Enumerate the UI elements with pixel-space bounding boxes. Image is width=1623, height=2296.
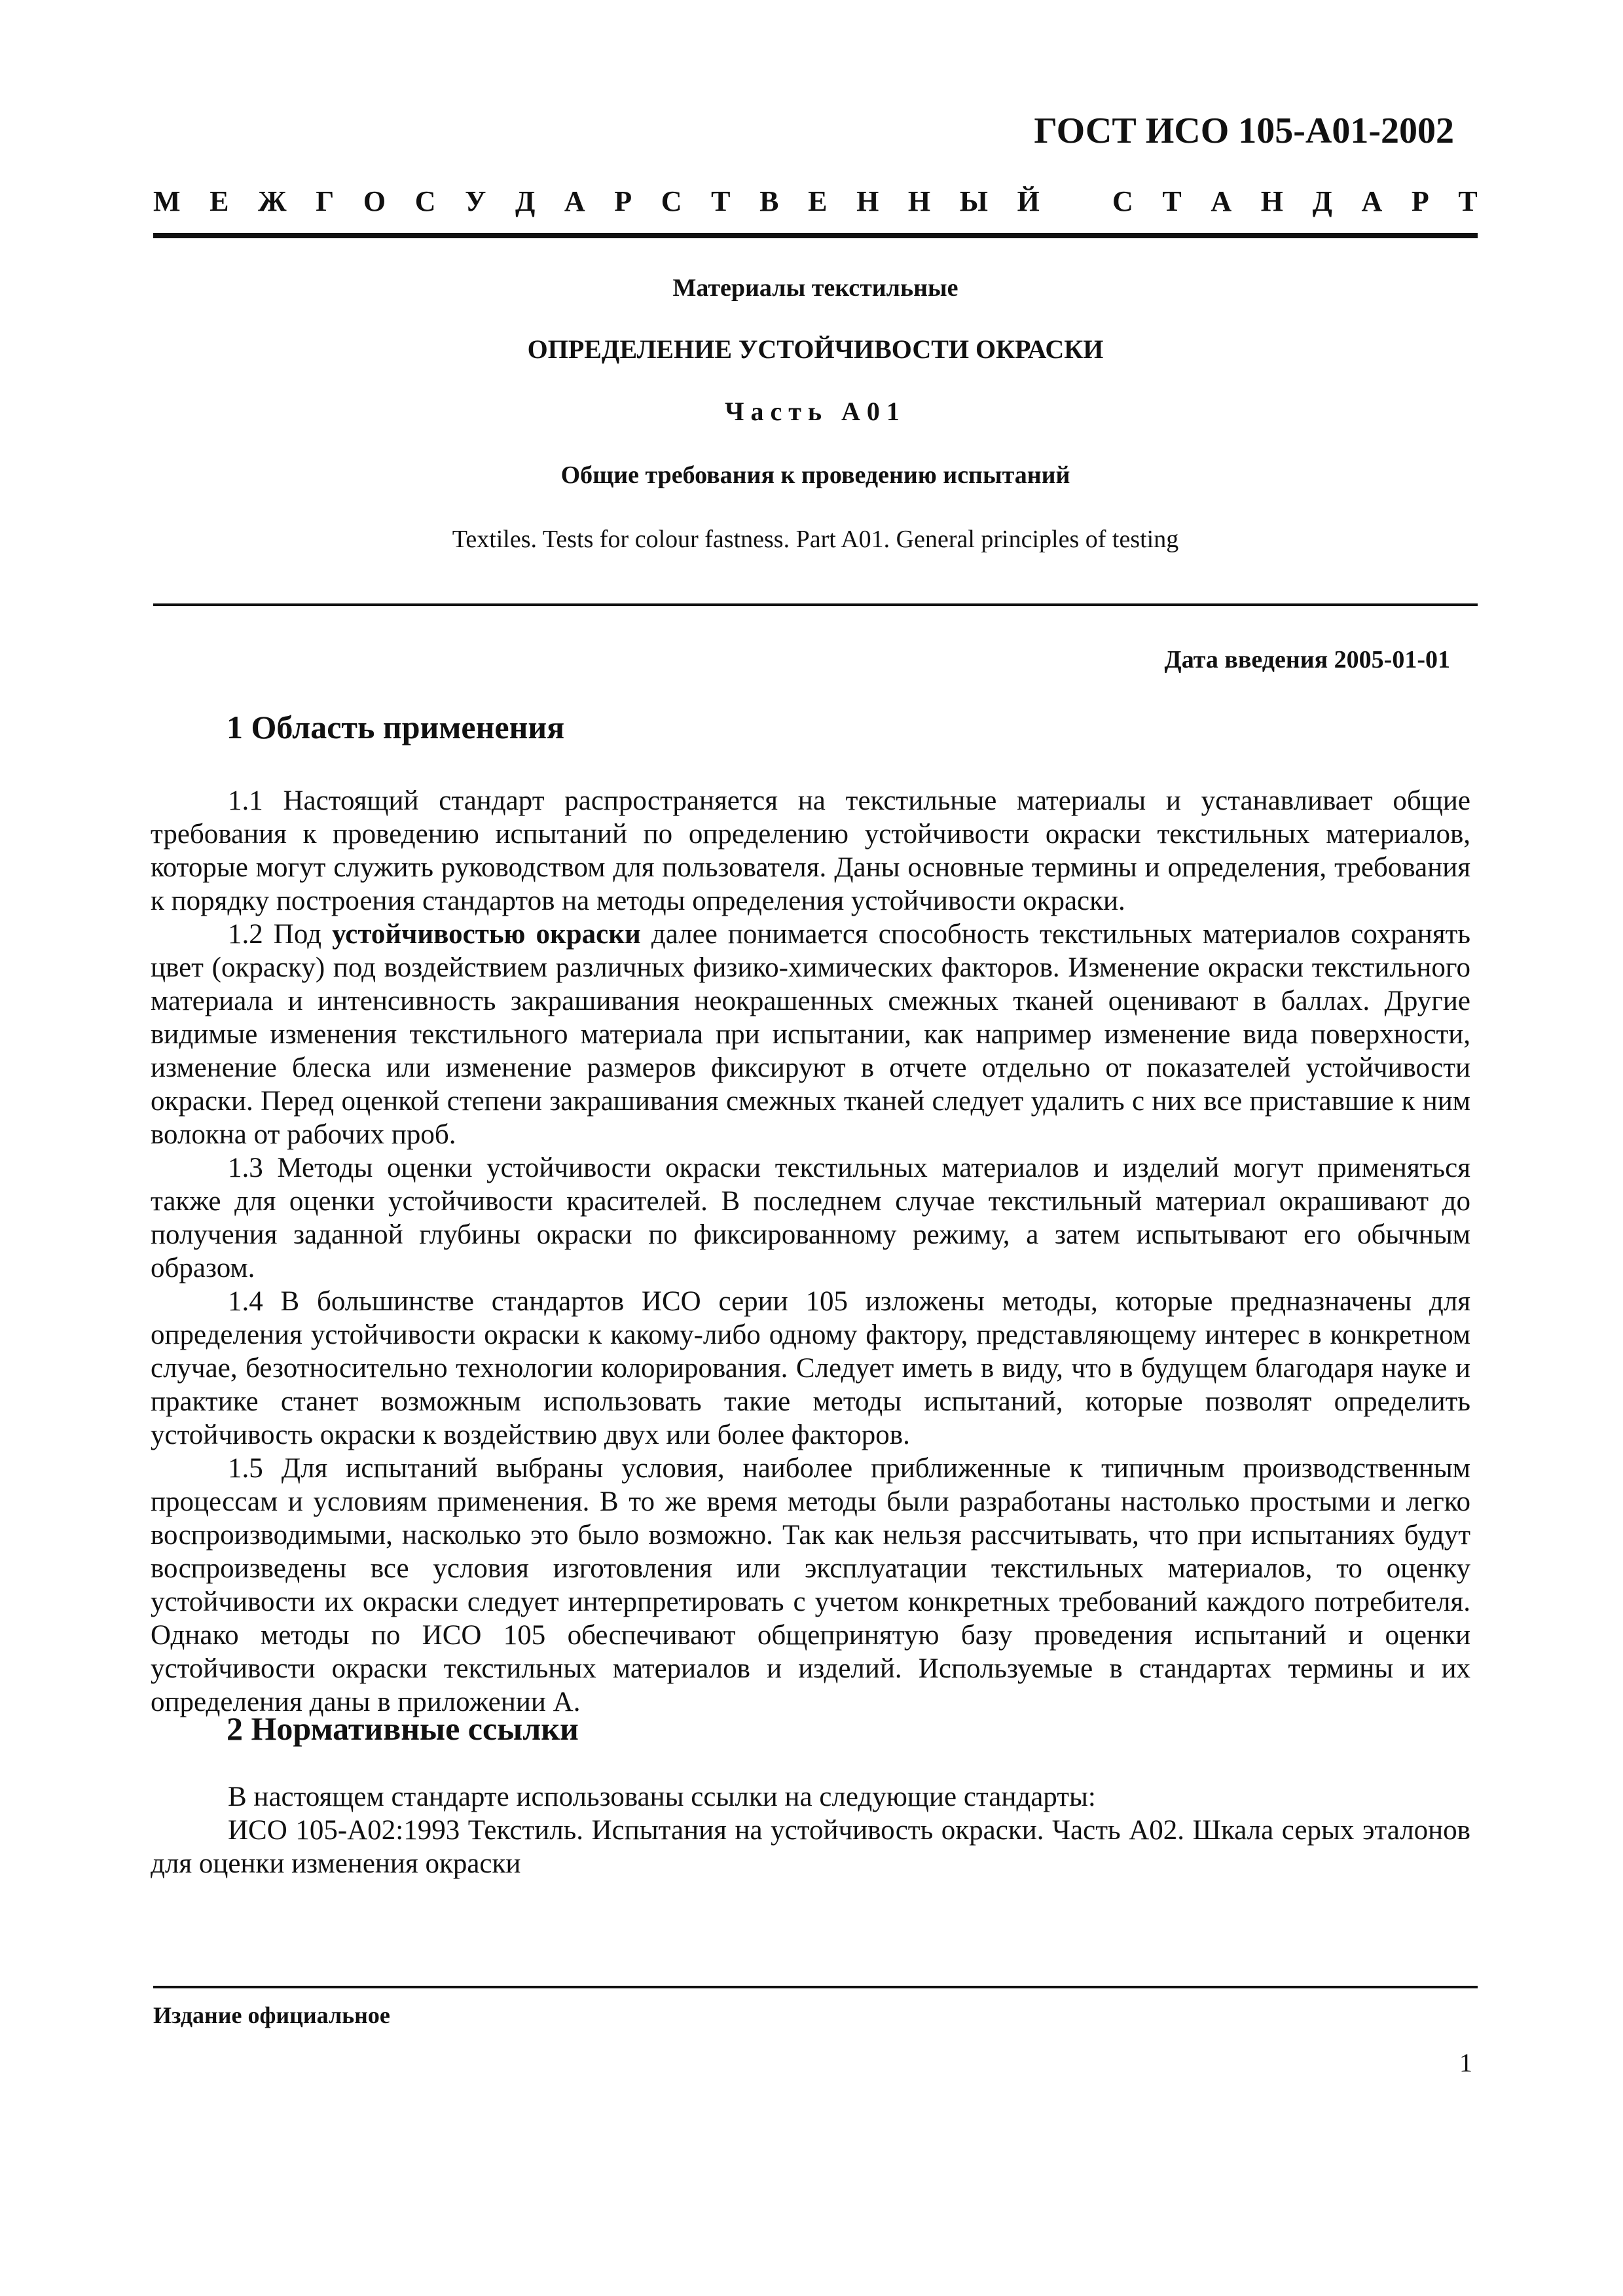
reference-iso-105-a02: ИСО 105-А02:1993 Текстиль. Испытания на устойчивость окраски. Часть А02. Шкала серых эталонов для оценки изменения окраски [151, 1815, 1470, 1879]
banner-letter: Д [1312, 185, 1332, 217]
page-number: 1 [1459, 2048, 1472, 2077]
paragraph-1-5: 1.5 Для испытаний выбраны условия, наиболее приближенные к типичным производственным процессам и условиям применения. В то же время методы были разработаны настолько простыми и легко воспроизводимыми, насколько это было возможно. Так как нельзя рассчитывать, что при испытаниях будут воспроизведены все условия изготовления или эксплуатации текстильных материалов, то оценку устойчивости их окраски следует интерпретировать с учетом конкретных требований каждого потребителя. Однако методы по ИСО 105 обеспечивают общепринятую базу проведения испытаний и оценки устойчивости окраски текстильных материалов и изделий. Используемые в стандартах термины и их определения даны в приложении А. [151, 1453, 1470, 1717]
title-part: Часть А01 [725, 397, 906, 426]
banner-letter: Н [856, 185, 879, 217]
banner-letter: С [1112, 185, 1133, 217]
banner-word-gap [1068, 185, 1083, 218]
section-1-heading: 1 Область применения [227, 709, 565, 745]
title-divider [153, 603, 1478, 606]
paragraph-1-2 [151, 918, 1470, 1151]
banner-letter: А [1361, 185, 1383, 217]
introduction-date: Дата введения 2005-01-01 [1164, 646, 1450, 673]
banner-letter: О [363, 185, 386, 217]
banner-letter: Г [316, 185, 335, 217]
title-subtitle: Общие требования к проведению испытаний [560, 461, 1070, 489]
banner-letter: У [465, 185, 486, 217]
interstate-standard-banner [153, 185, 1478, 218]
banner-letter: Д [515, 185, 536, 217]
banner-letter: А [564, 185, 585, 217]
banner-letter: М [153, 185, 181, 217]
banner-letter: С [414, 185, 436, 217]
banner-letter: Р [1411, 185, 1429, 217]
banner-letter: Е [808, 185, 828, 217]
section-1-body [151, 784, 1470, 1719]
banner-letter: Ы [959, 185, 988, 217]
paragraph-1-4: 1.4 В большинстве стандартов ИСО серии 105 изложены методы, которые предназначены для определения устойчивости окраски к какому-либо одному фактору, представляющему интерес в конкретном случае, безотносительно технологии колорирования. Следует иметь в виду, что в будущем благодаря науке и практике станет возможным использовать такие методы испытаний, которые позволят определить устойчивость окраски к воздействию двух или более факторов. [151, 1286, 1470, 1450]
gost-document-id: ГОСТ ИСО 105-А01-2002 [1034, 111, 1454, 151]
section-2-heading: 2 Нормативные ссылки [227, 1710, 579, 1747]
banner-letter: В [759, 185, 779, 217]
footer-divider [153, 1986, 1478, 1988]
banner-letter: Р [614, 185, 632, 217]
banner-letter: Т [711, 185, 731, 217]
banner-letter: Н [907, 185, 931, 217]
paragraph-1-1: 1.1 Настоящий стандарт распространяется на текстильные материалы и устанавливает общие требования к проведению испытаний по определению устойчивости окраски текстильных материалов, которые могут служить руководством для пользователя. Даны основные термины и определения, требования к порядку построения стандартов на методы определения устойчивости окраски. [151, 785, 1470, 916]
banner-letter: А [1211, 185, 1232, 217]
banner-letter: Т [1162, 185, 1182, 217]
title-english: Textiles. Tests for colour fastness. Part A01. General principles of testing [452, 526, 1179, 553]
banner-letter: Ж [258, 185, 287, 217]
title-category: Материалы текстильные [672, 274, 958, 302]
banner-letter: Й [1017, 185, 1040, 217]
paragraph-1-3: 1.3 Методы оценки устойчивости окраски текстильных материалов и изделий могут применяться также для оценки устойчивости красителей. В последнем случае текстильный материал окрашивают до получения заданной глубины окраски по фиксированному режиму, а затем испытывают его обычным образом. [151, 1153, 1470, 1283]
title-main: ОПРЕДЕЛЕНИЕ УСТОЙЧИВОСТИ ОКРАСКИ [527, 334, 1104, 364]
paragraph-1-2-rest: далее понимается способность текстильных материалов сохранять цвет (окраску) под воздействием различных физико-химических факторов. Изменение окраски текстильного материала и интенсивность закрашивания неокрашенных смежных тканей оценивают в баллах. Другие видимые изменения текстильного материала при испытании, как например изменение вида поверхности, изменение блеска или изменение размеров фиксируют в отчете отдельно от показателей устойчивости окраски. Перед оценкой степени закрашивания смежных тканей следует удалить с них все приставшие к ним волокна от рабочих проб. [151, 919, 1470, 1150]
banner-letter: Т [1458, 185, 1478, 217]
banner-letter: Н [1260, 185, 1284, 217]
banner-letter: Е [210, 185, 229, 217]
section-2-body [151, 1780, 1470, 1880]
term-colour-fastness: устойчивостью окраски [332, 919, 641, 950]
paragraph-2-intro: В настоящем стандарте использованы ссылки на следующие стандарты: [228, 1782, 1096, 1812]
official-edition-label: Издание официальное [153, 2002, 390, 2028]
header-divider [153, 233, 1478, 238]
paragraph-1-2-lead: 1.2 Под [228, 919, 333, 950]
banner-letter: С [661, 185, 682, 217]
